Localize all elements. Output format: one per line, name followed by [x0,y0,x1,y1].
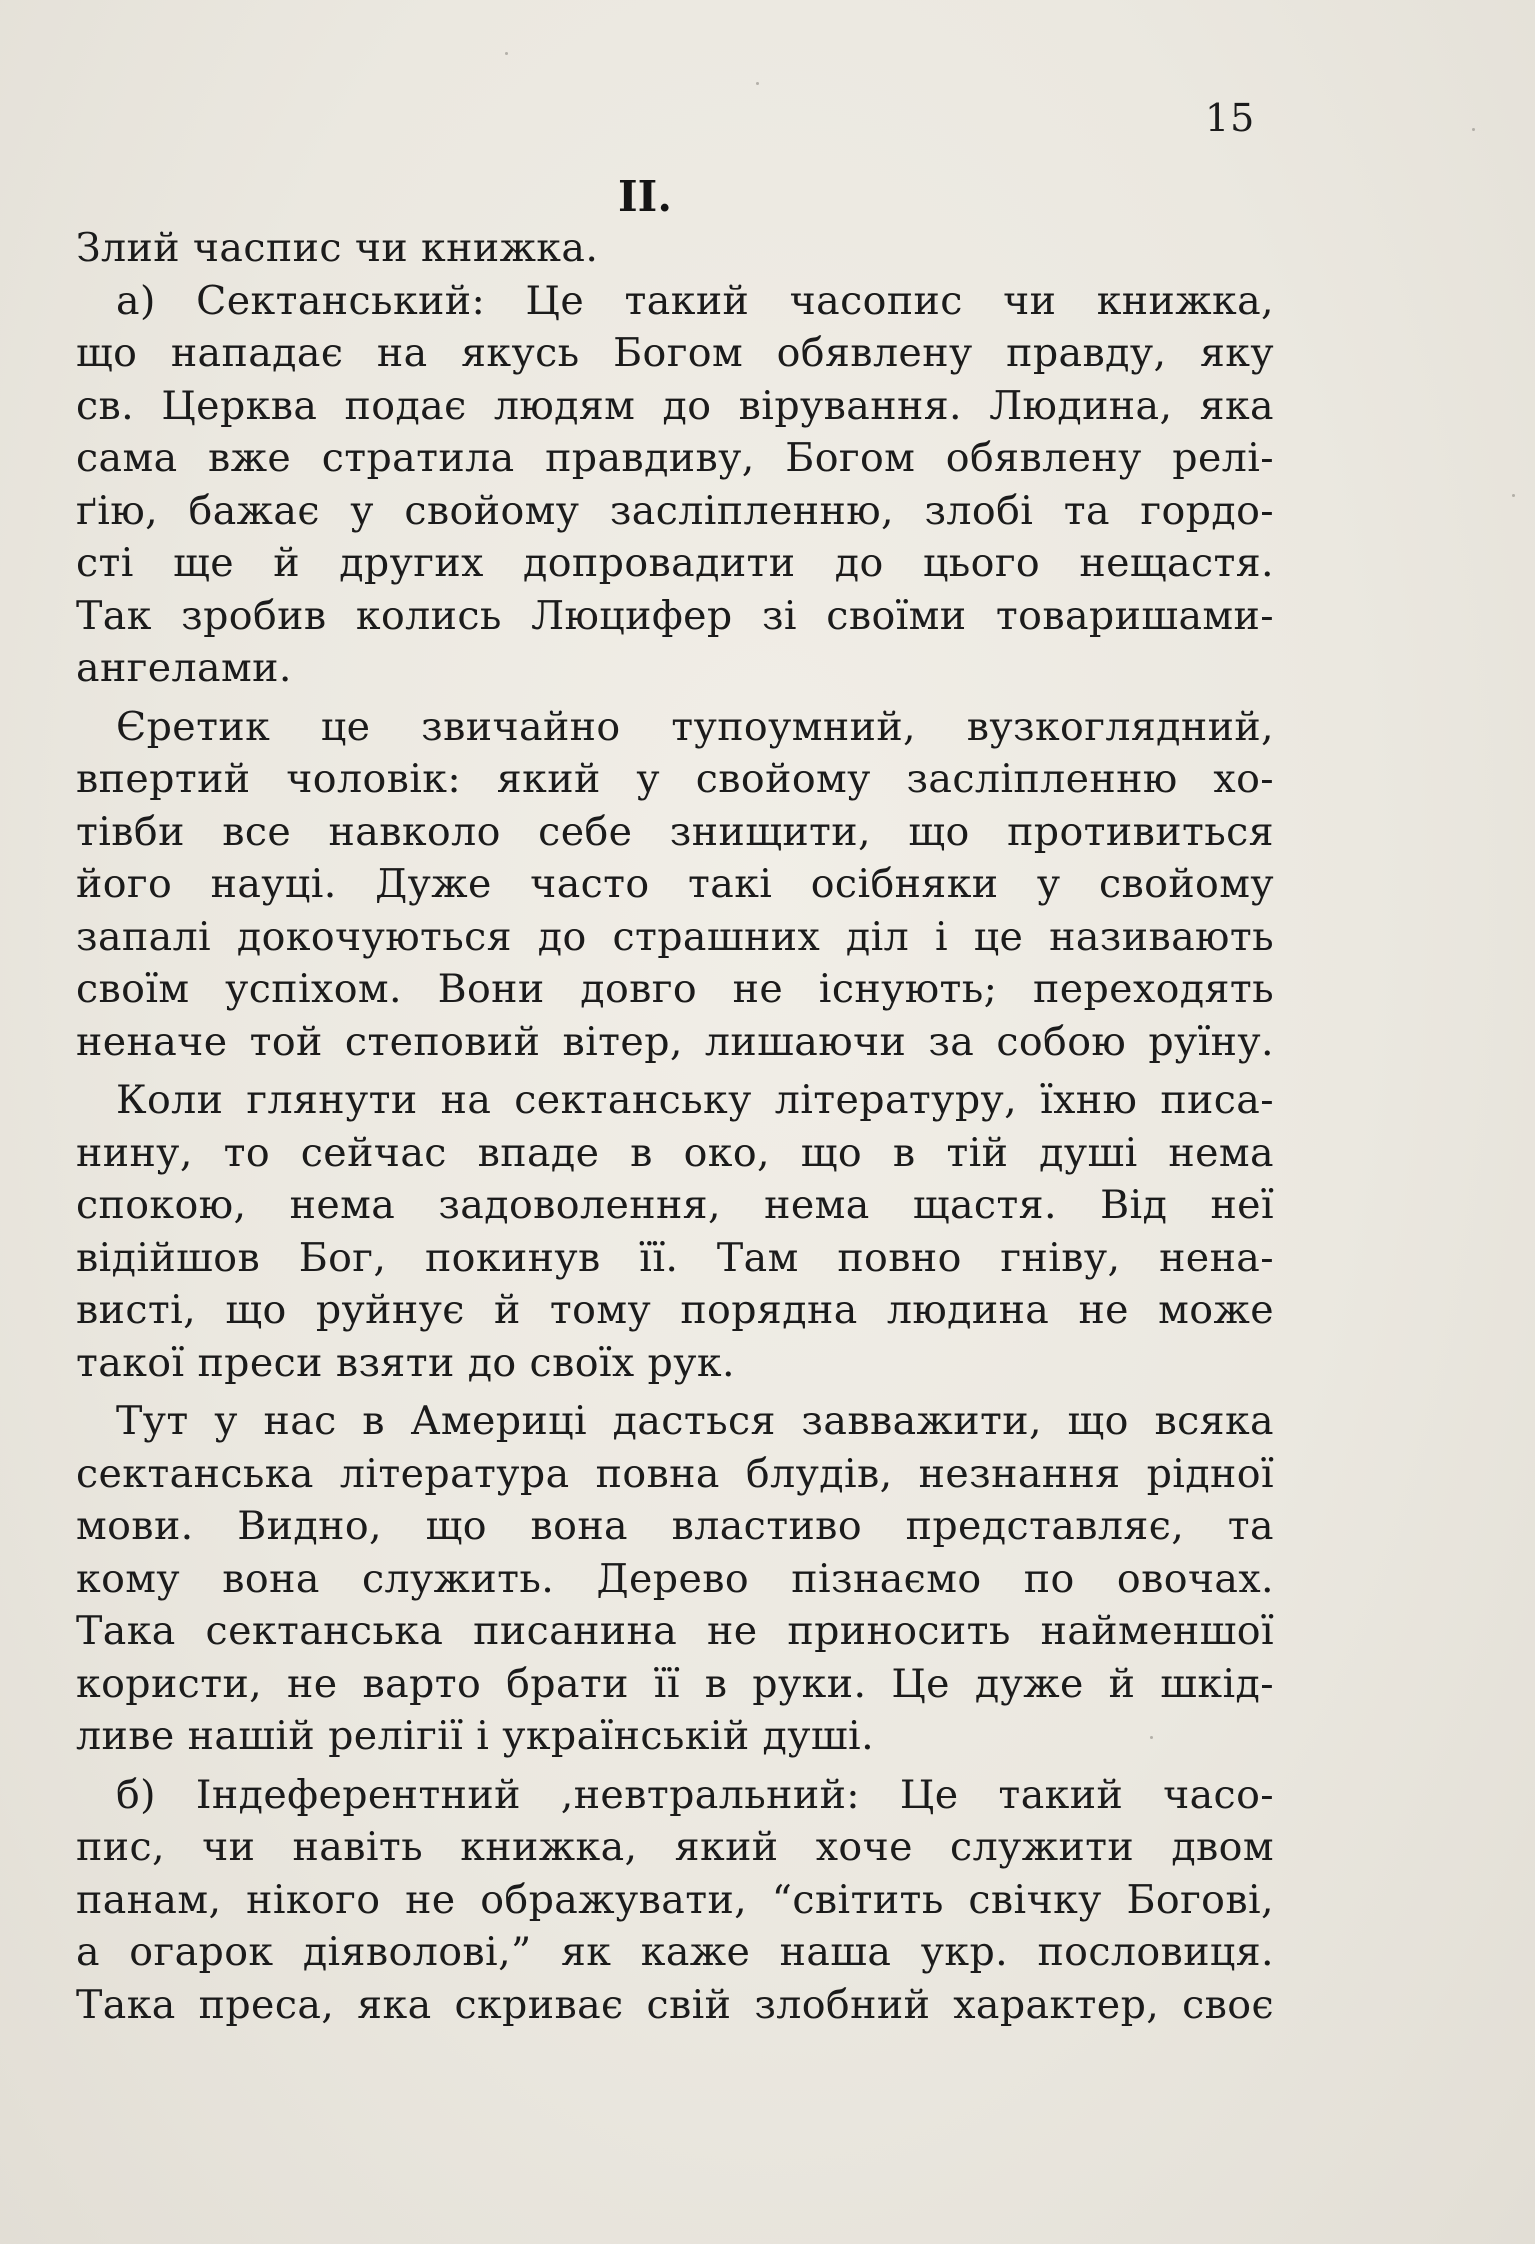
text-line: св. Церква подає людям до вірування. Людина, яка [76,382,1274,429]
chapter-heading: II. [618,172,672,221]
text-line: сті ще й других допровадити до цього нещастя. [76,540,1274,586]
text-line: ливе нашій релігії і українській душі. [76,1713,875,1759]
text-line: б) Індеферентний ,невтральний: Це такий часо- [116,1771,1274,1818]
paper-speck [1472,128,1475,131]
page-number: 15 [1205,96,1256,140]
text-line: що нападає на якусь Богом обявлену правду, яку [76,330,1274,376]
text-line: Коли глянути на сектанську літературу, їхню писа- [116,1077,1274,1123]
text-line: тівби все навколо себе знищити, що противиться [76,808,1274,855]
text-line: мови. Видно, що вона властиво представляє, та [76,1503,1274,1549]
body-text [76,222,1274,2031]
text-line: сектанська література повна блудів, незнання рідної [76,1450,1274,1497]
text-line: кому вона служить. Дерево пізнаємо по овочах. [76,1555,1274,1602]
text-line: Тут у нас в Америці дасться завважити, що всяка [116,1398,1274,1444]
text-line: висті, що руйнує й тому порядна людина не може [76,1287,1274,1333]
text-line: Така преса, яка скриває свій злобний характер, своє [76,1981,1274,2028]
text-line: його науці. Дуже часто такі осібняки у свойому [76,861,1274,907]
text-line: Єретик це звичайно тупоумний, вузкоглядний, [116,703,1274,750]
text-line: Так зробив колись Люцифер зі своїми товаришами- [76,592,1274,639]
text-line: панам, нікого не ображувати, “світить свічку Богові, [76,1876,1274,1923]
text-line: відійшов Бог, покинув її. Там повно гніву, нена- [76,1234,1274,1281]
text-line: впертий чоловік: який у свойому засліпленню хо- [76,756,1274,802]
text-line: а) Сектанський: Це такий часопис чи книжка, [116,277,1274,324]
text-line: користи, не варто брати її в руки. Це дуже й шкід- [76,1660,1274,1707]
text-line: спокою, нема задоволення, нема щастя. Від неї [76,1182,1274,1228]
text-line: неначе той степовий вітер, лишаючи за собою руїну. [76,1018,1274,1065]
text-line: нину, то сейчас впаде в око, що в тій душі нема [76,1129,1274,1176]
text-line: ґію, бажає у свойому засліпленню, злобі та гордо- [76,487,1274,534]
text-line: ангелами. [76,645,292,691]
text-line: Злий часпис чи книжка. [76,225,599,271]
paper-speck [756,82,759,85]
text-line: пис, чи навіть книжка, який хоче служити двом [76,1824,1274,1870]
paper-speck [505,52,508,55]
text-line: такої преси взяти до своїх рук. [76,1339,735,1386]
text-line: своїм успіхом. Вони довго не існують; переходять [76,966,1274,1012]
text-line: Така сектанська писанина не приносить найменшої [76,1608,1274,1654]
text-line: запалі докочуються до страшних діл і це називають [76,913,1274,960]
text-line: сама вже стратила правдиву, Богом обявлену релі- [76,435,1274,481]
text-line: а огарок діяволові,” як каже наша укр. пословиця. [76,1929,1274,1975]
paper-speck [1512,494,1515,497]
